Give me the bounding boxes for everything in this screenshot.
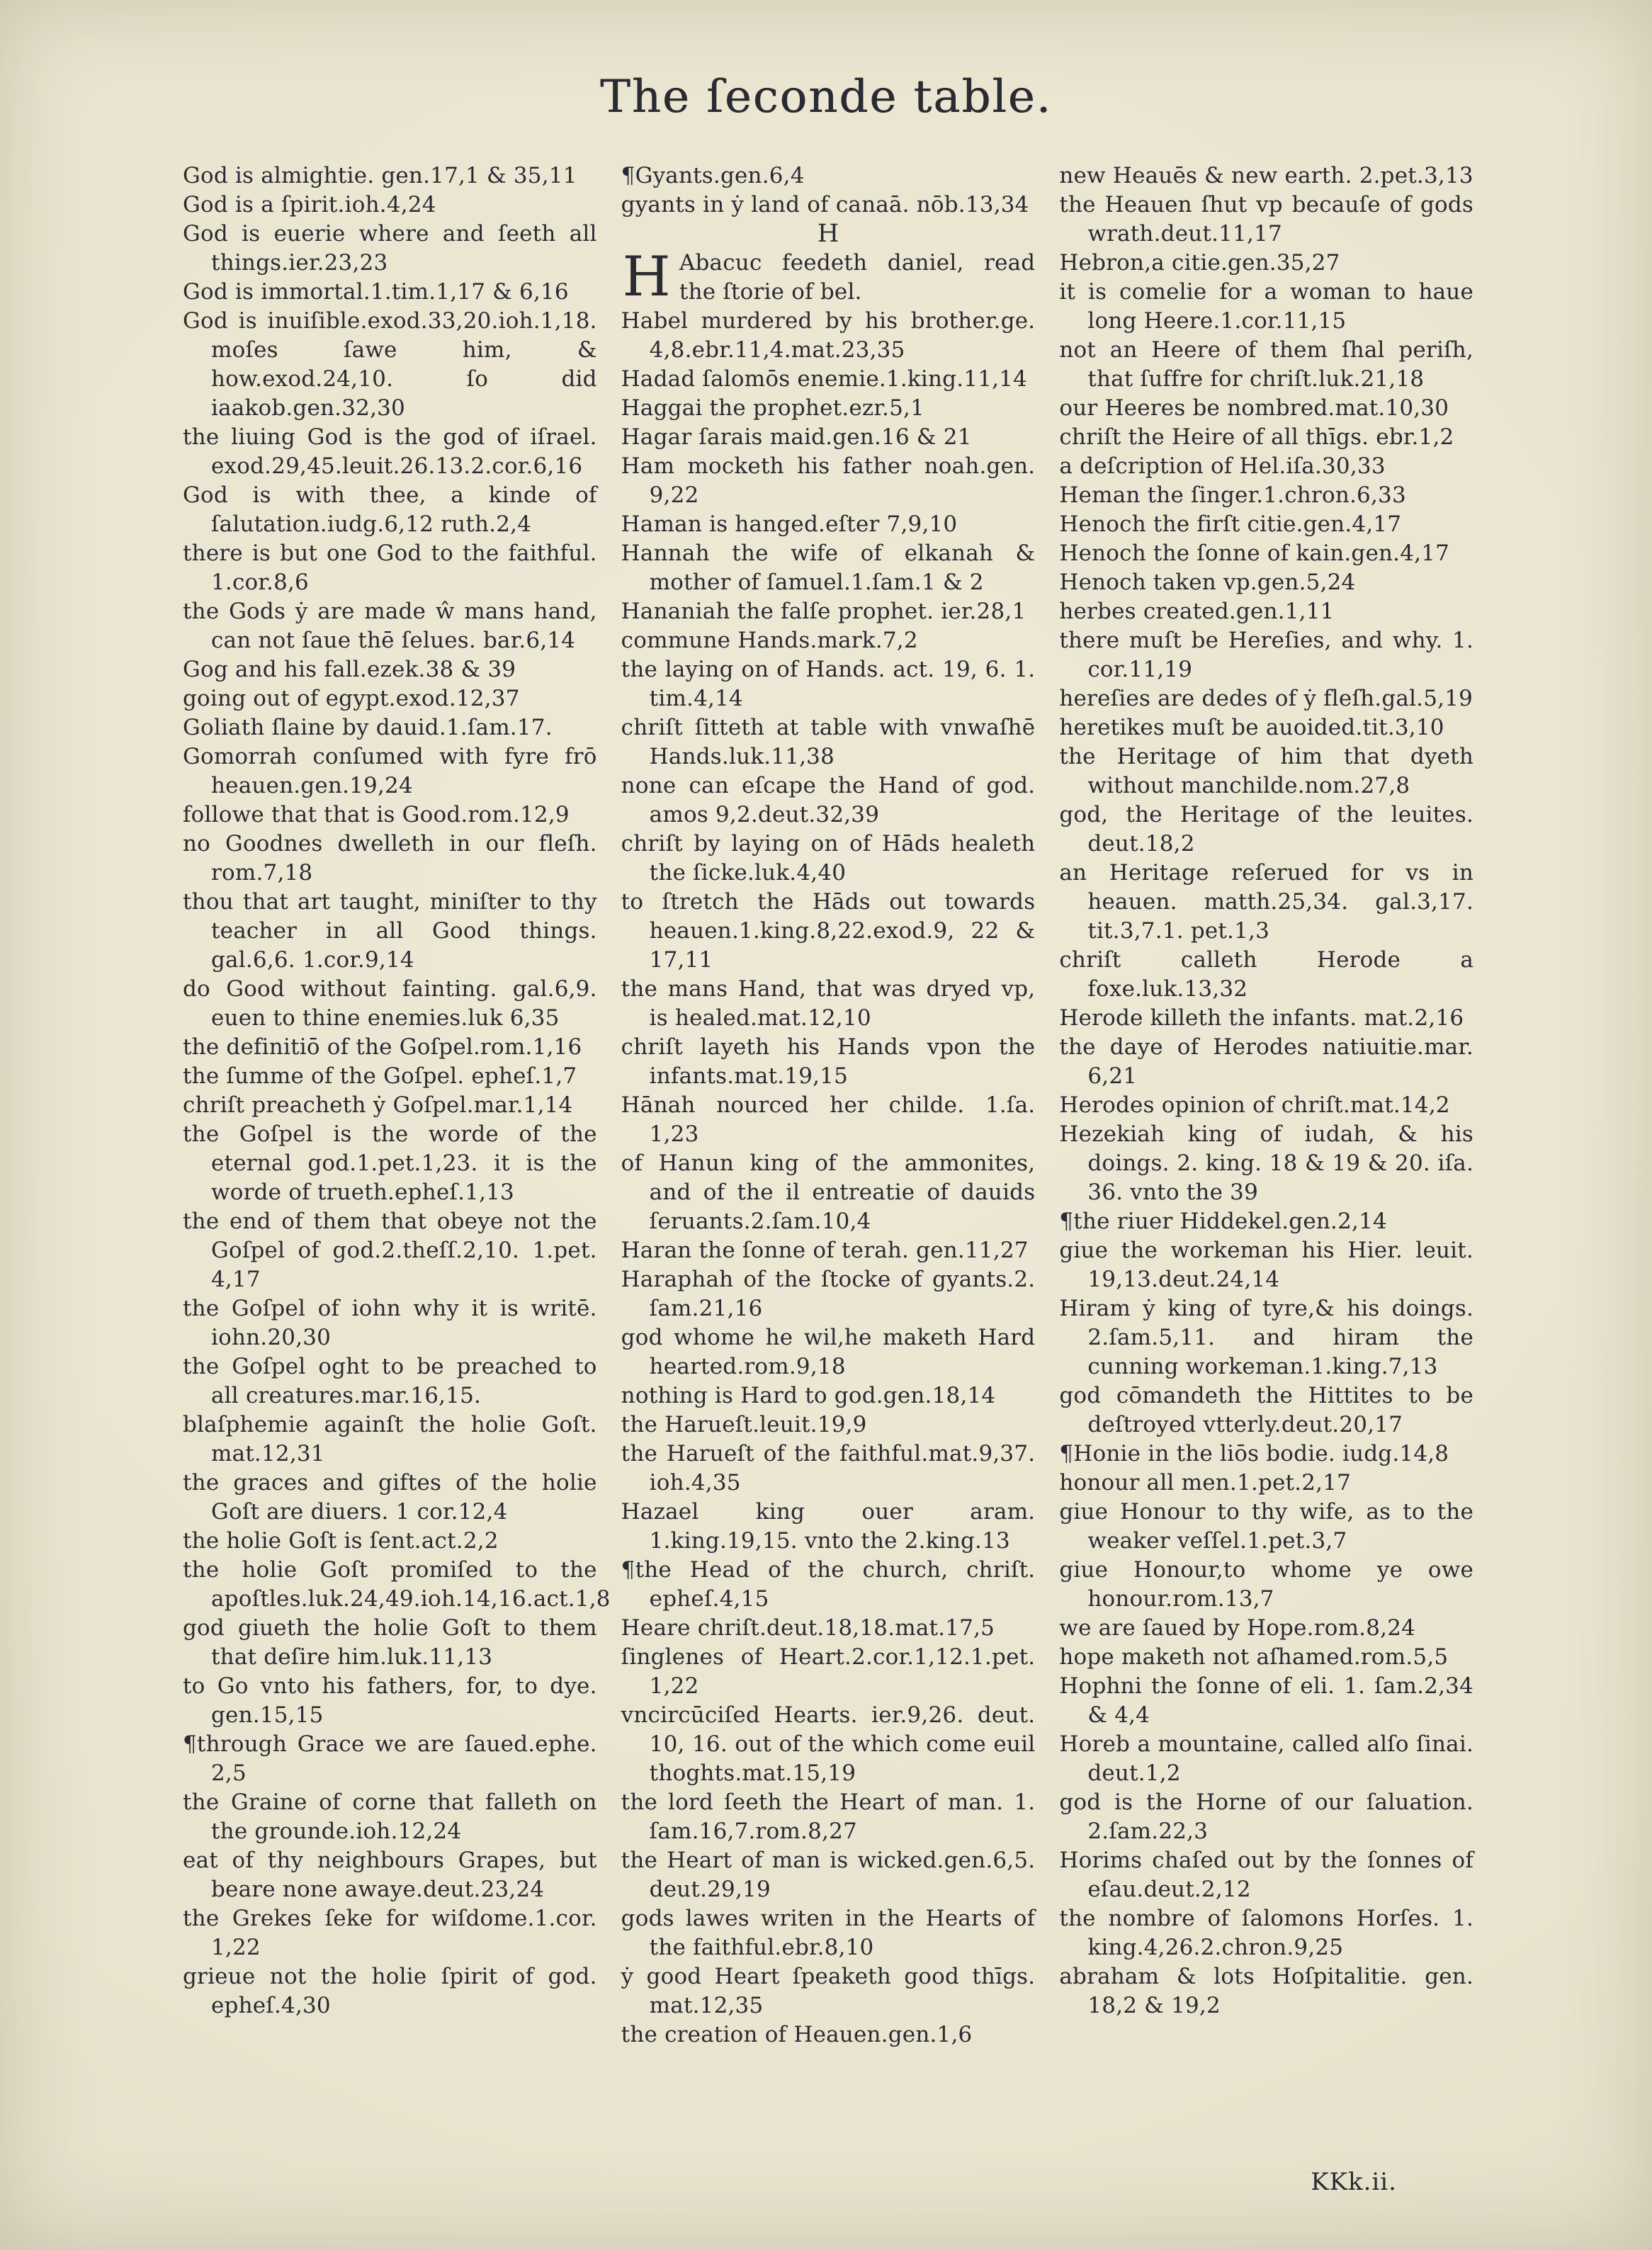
index-entry: god, the Heritage of the leuites. deut.18,2 (1059, 802, 1474, 857)
index-entry: gyants in ẏ land of canaā. nōb.13,34 (621, 192, 1029, 217)
index-entry: going out of egypt.exod.12,37 (183, 686, 520, 711)
index-entry: ¶through Grace we are ſaued.ephe. 2,5 (183, 1731, 597, 1786)
index-entry: chriſt layeth his Hands vpon the infants.mat.19,15 (621, 1034, 1036, 1089)
index-columns (0, 123, 1652, 2050)
index-entry: commune Hands.mark.7,2 (621, 628, 918, 653)
index-entry: the Heritage of him that dyeth without manchilde.nom.27,8 (1059, 744, 1474, 798)
index-entry: honour all men.1.pet.2,17 (1059, 1470, 1352, 1496)
index-entry: Haran the ſonne of terah. gen.11,27 (621, 1238, 1029, 1263)
index-entry: ¶the Head of the church, chriſt. epheſ.4,15 (621, 1557, 1036, 1612)
index-entry: chriſt calleth Herode a foxe.luk.13,32 (1059, 947, 1474, 1002)
index-entry: the nombre of ſalomons Horſes. 1. king.4,26.2.chron.9,25 (1059, 1906, 1474, 1960)
column-1 (183, 162, 611, 2050)
index-entry: the mans Hand, that was dryed vp, is healed.mat.12,10 (621, 976, 1036, 1031)
index-entry: it is comelie for a woman to haue long Heere.1.cor.11,15 (1059, 279, 1474, 334)
index-entry: the Goſpel of iohn why it is writē. iohn.20,30 (183, 1296, 597, 1350)
index-entry: herbes created.gen.1,11 (1059, 599, 1335, 624)
page-title: The ſeconde table. (600, 71, 1052, 123)
index-entry: Haggai the prophet.ezr.5,1 (621, 395, 924, 421)
index-entry: the liuing God is the god of iſrael. exod.29,45.leuit.26.13.2.cor.6,16 (183, 424, 597, 479)
index-entry: nothing is Hard to god.gen.18,14 (621, 1383, 996, 1408)
index-entry: no Goodnes dwelleth in our fleſh. rom.7,18 (183, 831, 597, 886)
index-entry: the Gods ẏ are made ŵ mans hand, can not ſaue thē ſelues. bar.6,14 (183, 599, 597, 653)
index-entry: hope maketh not aſhamed.rom.5,5 (1059, 1644, 1449, 1670)
index-entry: the Heart of man is wicked.gen.6,5. deut.29,19 (621, 1848, 1036, 1902)
index-entry: eat of thy neighbours Grapes, but beare none awaye.deut.23,24 (183, 1848, 597, 1902)
index-entry: to Go vnto his fathers, for, to dye. gen.15,15 (183, 1673, 597, 1728)
index-entry: Heare chriſt.deut.18,18.mat.17,5 (621, 1615, 995, 1641)
index-entry: Hadad ſalomōs enemie.1.king.11,14 (621, 366, 1028, 392)
index-entry: God is inuiſible.exod.33,20.ioh.1,18. moſes ſawe him, & how.exod.24,10. ſo did iaakob.gen.32,30 (183, 308, 597, 421)
index-entry: abraham & lots Hoſpitalitie. gen. 18,2 & 19,2 (1059, 1964, 1474, 2018)
index-entry: Henoch taken vp.gen.5,24 (1059, 570, 1356, 595)
index-entry: Hannah the wife of elkanah & mother of ſamuel.1.ſam.1 & 2 (621, 541, 1036, 595)
index-entry: Hebron,a citie.gen.35,27 (1059, 250, 1340, 276)
index-entry: thou that art taught, miniſter to thy teacher in all Good things. gal.6,6. 1.cor.9,14 (183, 889, 597, 973)
index-entry: Haman is hanged.eſter 7,9,10 (621, 511, 958, 537)
index-entry: giue Honour,to whome ye owe honour.rom.13,7 (1059, 1557, 1474, 1612)
index-entry: the creation of Heauen.gen.1,6 (621, 2022, 973, 2047)
index-entry: Hānah nourced her childe. 1.ſa. 1,23 (621, 1092, 1036, 1147)
index-entry: giue the workeman his Hier. leuit. 19,13.deut.24,14 (1059, 1238, 1474, 1292)
index-entry: ẏ good Heart ſpeaketh good thīgs. mat.12,35 (621, 1964, 1036, 2018)
index-entry: god cōmandeth the Hittites to be deſtroyed vtterly.deut.20,17 (1059, 1383, 1474, 1437)
index-entry: ſinglenes of Heart.2.cor.1,12.1.pet. 1,22 (621, 1644, 1036, 1699)
index-entry: Hagar ſarais maid.gen.16 & 21 (621, 424, 972, 450)
index-entry: our Heeres be nombred.mat.10,30 (1059, 395, 1449, 421)
column-2 (621, 162, 1036, 2050)
index-entry: a deſcription of Hel.iſa.30,33 (1059, 453, 1386, 479)
index-entry: we are ſaued by Hope.rom.8,24 (1059, 1615, 1416, 1641)
index-entry: Hazael king ouer aram. 1.king.19,15. vnto the 2.king.13 (621, 1499, 1036, 1554)
index-entry: Horims chaſed out by the ſonnes of eſau.deut.2,12 (1059, 1848, 1474, 1902)
index-entry: Hophni the ſonne of eli. 1. ſam.2,34 & 4,4 (1059, 1673, 1474, 1728)
index-entry: Hiram ẏ king of tyre,& his doings. 2.ſam.5,11. and hiram the cunning workeman.1.king.7,13 (1059, 1296, 1474, 1379)
index-entry: grieue not the holie ſpirit of god. epheſ.4,30 (183, 1964, 597, 2018)
index-entry: Gomorrah conſumed with fyre frō heauen.gen.19,24 (183, 744, 597, 798)
index-entry: Henoch the firſt citie.gen.4,17 (1059, 511, 1402, 537)
signature-mark: KKk.ii. (1311, 2168, 1397, 2196)
index-entry: Herode killeth the infants. mat.2,16 (1059, 1005, 1464, 1031)
index-entry: God is almightie. gen.17,1 & 35,11 (183, 163, 577, 188)
index-entry: ¶Honie in the liōs bodie. iudg.14,8 (1059, 1441, 1449, 1466)
index-entry: giue Honour to thy wife, as to the weaker veſſel.1.pet.3,7 (1059, 1499, 1474, 1554)
index-entry: the Goſpel is the worde of the eternal god.1.pet.1,23. it is the worde of trueth.epheſ.1,13 (183, 1121, 597, 1205)
index-entry: followe that that is Good.rom.12,9 (183, 802, 570, 827)
index-entry: God is euerie where and ſeeth all things.ier.23,23 (183, 221, 597, 276)
index-entry: ¶Gyants.gen.6,4 (621, 163, 805, 188)
index-entry: Horeb a mountaine, called alſo ſinai. deut.1,2 (1059, 1731, 1474, 1786)
index-entry: the lord ſeeth the Heart of man. 1. ſam.16,7.rom.8,27 (621, 1790, 1036, 1844)
index-entry: Herodes opinion of chriſt.mat.14,2 (1059, 1092, 1450, 1118)
index-entry: Haraphah of the ſtocke of gyants.2. ſam.21,16 (621, 1267, 1036, 1321)
index-entry: ¶the riuer Hiddekel.gen.2,14 (1059, 1209, 1387, 1234)
index-entry: the Goſpel oght to be preached to all creatures.mar.16,15. (183, 1354, 597, 1408)
index-entry: the Grekes ſeke for wiſdome.1.cor. 1,22 (183, 1906, 597, 1960)
index-entry: the Harueſt of the faithful.mat.9,37. ioh.4,35 (621, 1441, 1036, 1496)
index-entry: none can eſcape the Hand of god. amos 9,2.deut.32,39 (621, 773, 1036, 827)
index-entry: God is immortal.1.tim.1,17 & 6,16 (183, 279, 569, 305)
index-entry: chriſt the Heire of all thīgs. ebr.1,2 (1059, 424, 1454, 450)
index-entry: Henoch the ſonne of kain.gen.4,17 (1059, 541, 1450, 566)
index-entry: Gog and his fall.ezek.38 & 39 (183, 657, 516, 682)
index-entry: hereſies are dedes of ẏ fleſh.gal.5,19 (1059, 686, 1473, 711)
index-entry: the graces and giftes of the holie Goſt are diuers. 1 cor.12,4 (183, 1470, 597, 1525)
index-entry: do Good without fainting. gal.6,9. euen to thine enemies.luk 6,35 (183, 976, 597, 1031)
index-entry: new Heauēs & new earth. 2.pet.3,13 (1059, 163, 1473, 188)
index-entry: there is but one God to the faithful. 1.cor.8,6 (183, 541, 597, 595)
index-entry: the end of them that obeye not the Goſpel of god.2.theſſ.2,10. 1.pet. 4,17 (183, 1209, 597, 1292)
index-entry: H Abacuc feedeth daniel, read the ſtorie of bel. (622, 245, 1036, 309)
index-entry: Goliath ſlaine by dauid.1.ſam.17. (183, 715, 553, 740)
index-entry: the laying on of Hands. act. 19, 6. 1. tim.4,14 (621, 657, 1036, 711)
index-entry: Hezekiah king of iudah, & his doings. 2. king. 18 & 19 & 20. iſa. 36. vnto the 39 (1059, 1121, 1474, 1205)
index-entry: Hananiah the falſe prophet. ier.28,1 (621, 599, 1026, 624)
index-entry: the Harueſt.leuit.19,9 (621, 1412, 867, 1437)
letter-heading: H (817, 220, 839, 248)
index-entry: chriſt preacheth ẏ Goſpel.mar.1,14 (183, 1092, 573, 1118)
drop-cap-letter: H (622, 245, 671, 309)
index-entry: the holie Goſt is ſent.act.2,2 (183, 1528, 499, 1554)
column-3 (1059, 162, 1473, 2050)
index-entry: heretikes muſt be auoided.tit.3,10 (1059, 715, 1444, 740)
index-entry: the Graine of corne that falleth on the grounde.ioh.12,24 (183, 1790, 597, 1844)
index-entry: of Hanun king of the ammonites, and of the il entreatie of dauids ſeruants.2.ſam.10,4 (621, 1151, 1036, 1234)
index-entry: the definitiō of the Goſpel.rom.1,16 (183, 1034, 582, 1060)
index-entry: Ham mocketh his father noah.gen. 9,22 (621, 453, 1036, 508)
index-entry: gods lawes writen in the Hearts of the faithful.ebr.8,10 (621, 1906, 1036, 1960)
index-entry: chriſt ſitteth at table with vnwaſhē Hands.luk.11,38 (621, 715, 1036, 769)
index-entry: the holie Goſt promiſed to the apoſtles.luk.24,49.ioh.14,16.act.1,8 (183, 1557, 611, 1612)
index-entry: the Heauen ſhut vp becauſe of gods wrath.deut.11,17 (1059, 192, 1474, 247)
index-entry: god giueth the holie Goſt to them that deſire him.luk.11,13 (183, 1615, 597, 1670)
index-entry: chriſt by laying on of Hāds healeth the ſicke.luk.4,40 (621, 831, 1036, 886)
index-entry: the ſumme of the Goſpel. epheſ.1,7 (183, 1063, 577, 1089)
index-entry: an Heritage reſerued for vs in heauen. matth.25,34. gal.3,17. tit.3,7.1. pet.1,3 (1059, 860, 1474, 944)
index-entry: to ſtretch the Hāds out towards heauen.1.king.8,22.exod.9, 22 & 17,11 (621, 889, 1036, 973)
index-entry: god whome he wil,he maketh Hard hearted.rom.9,18 (621, 1325, 1036, 1379)
index-entry: god is the Horne of our ſaluation. 2.ſam.22,3 (1059, 1790, 1474, 1844)
index-entry: Habel murdered by his brother.ge. 4,8.ebr.11,4.mat.23,35 (621, 308, 1036, 363)
index-entry: the daye of Herodes natiuitie.mar. 6,21 (1059, 1034, 1474, 1089)
index-entry: Heman the ſinger.1.chron.6,33 (1059, 482, 1406, 508)
index-entry: God is a ſpirit.ioh.4,24 (183, 192, 436, 217)
index-entry: blaſphemie againſt the holie Goſt. mat.12,31 (183, 1412, 597, 1466)
index-entry: not an Heere of them ſhal periſh, that ſuffre for chriſt.luk.21,18 (1059, 337, 1474, 392)
index-entry: God is with thee, a kinde of ſalutation.iudg.6,12 ruth.2,4 (183, 482, 597, 537)
index-entry: there muſt be Hereſies, and why. 1. cor.11,19 (1059, 628, 1474, 682)
index-entry: vncircūciſed Hearts. ier.9,26. deut. 10, 16. out of the which come euil thoghts.mat.15,19 (621, 1702, 1036, 1786)
